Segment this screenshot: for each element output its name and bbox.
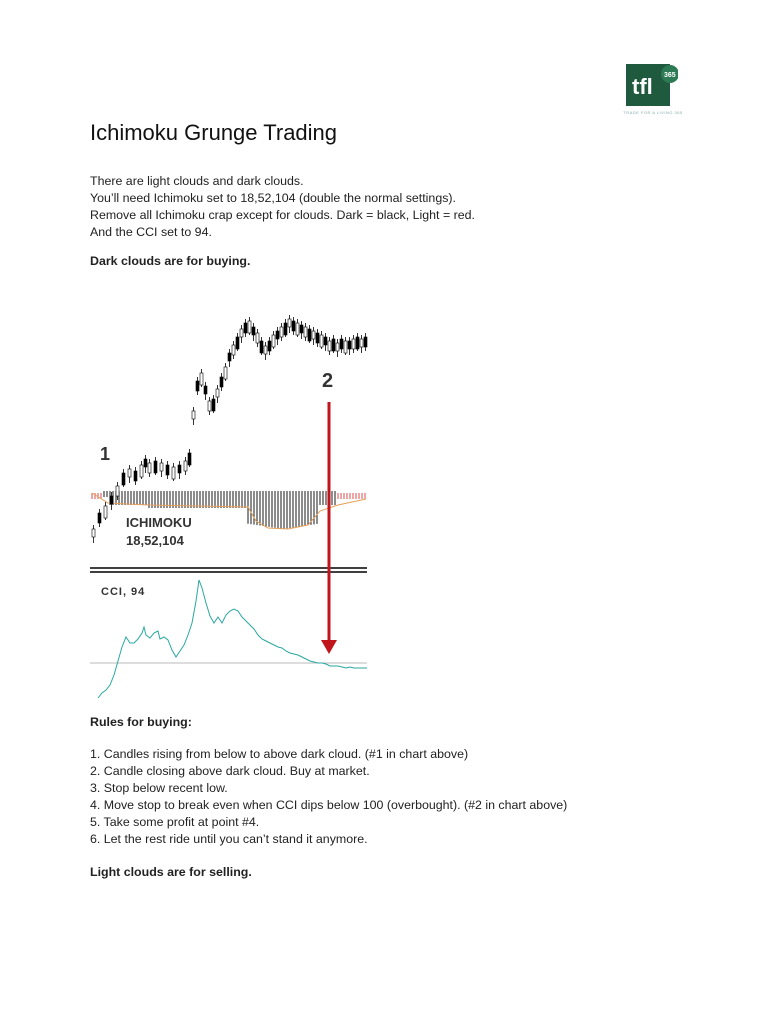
candle-body bbox=[228, 353, 231, 361]
candle-body bbox=[288, 319, 291, 327]
candle-body bbox=[308, 329, 311, 341]
candle-body bbox=[320, 335, 323, 347]
candle-body bbox=[140, 465, 143, 477]
candle-body bbox=[272, 335, 275, 347]
intro-line: You’ll need Ichimoku set to 18,52,104 (double the normal settings). bbox=[90, 191, 456, 205]
rule-item: 4. Move stop to break even when CCI dips below 100 (overbought). (#2 in chart above) bbox=[90, 798, 568, 812]
svg-text:365: 365 bbox=[664, 72, 676, 79]
candle-body bbox=[352, 339, 355, 349]
candle-body bbox=[316, 333, 319, 343]
candle-body bbox=[260, 341, 263, 353]
candle-body bbox=[276, 331, 279, 339]
candle-body bbox=[110, 496, 113, 504]
arrow-head bbox=[321, 640, 337, 654]
intro-line: Remove all Ichimoku crap except for clouds. Dark = black, Light = red. bbox=[90, 208, 475, 222]
candle-body bbox=[188, 453, 191, 465]
candle-body bbox=[364, 337, 367, 347]
candle-body bbox=[208, 401, 211, 411]
candle-body bbox=[160, 463, 163, 471]
candle-body bbox=[224, 367, 227, 379]
candle-body bbox=[348, 341, 351, 349]
candle-body bbox=[236, 337, 239, 349]
candle-body bbox=[220, 377, 223, 387]
candle-body bbox=[332, 339, 335, 351]
candle-body bbox=[264, 346, 267, 354]
candle-body bbox=[178, 465, 181, 473]
candle-body bbox=[324, 337, 327, 345]
candle-body bbox=[252, 327, 255, 335]
candle-body bbox=[248, 321, 251, 333]
rule-item: 2. Candle closing above dark cloud. Buy at market. bbox=[90, 764, 370, 778]
candle-body bbox=[212, 399, 215, 411]
candle-body bbox=[232, 345, 235, 355]
candle-body bbox=[296, 323, 299, 335]
rule-item: 1. Candles rising from below to above dark cloud. (#1 in chart above) bbox=[90, 747, 469, 761]
candle-body bbox=[360, 339, 363, 347]
candle-body bbox=[192, 411, 195, 419]
intro-line: And the CCI set to 94. bbox=[90, 225, 212, 239]
rule-item: 3. Stop below recent low. bbox=[90, 781, 228, 795]
dark-clouds-heading: Dark clouds are for buying. bbox=[90, 254, 251, 268]
candle-body bbox=[148, 463, 151, 473]
ichimoku-settings-label: ICHIMOKU bbox=[126, 515, 192, 530]
candle-body bbox=[240, 329, 243, 337]
candle-body bbox=[344, 341, 347, 353]
tfl-logo bbox=[626, 62, 678, 106]
candle-body bbox=[200, 373, 203, 385]
point-1-label: 1 bbox=[100, 444, 111, 464]
candle-body bbox=[204, 386, 207, 394]
candle-body bbox=[144, 459, 147, 467]
ichimoku-chart-figure bbox=[88, 305, 370, 705]
page-title: Ichimoku Grunge Trading bbox=[90, 120, 338, 145]
candle-body bbox=[134, 471, 137, 481]
candle-body bbox=[196, 381, 199, 391]
candle-body bbox=[336, 343, 339, 351]
candle-body bbox=[300, 325, 303, 333]
rule-item: 5. Take some profit at point #4. bbox=[90, 815, 260, 829]
ichimoku-settings-values: 18,52,104 bbox=[126, 533, 184, 548]
point-2-label: 2 bbox=[322, 370, 334, 392]
cci-label: CCI, 94 bbox=[101, 586, 146, 598]
candle-body bbox=[116, 486, 119, 496]
candle-body bbox=[284, 323, 287, 335]
candle-body bbox=[98, 513, 101, 523]
candle-body bbox=[280, 327, 283, 337]
candle-body bbox=[166, 465, 169, 475]
intro-line: There are light clouds and dark clouds. bbox=[90, 174, 304, 188]
candle-body bbox=[312, 331, 315, 339]
candle-body bbox=[172, 467, 175, 479]
candle-body bbox=[128, 469, 131, 477]
candle-body bbox=[328, 341, 331, 351]
candle-body bbox=[304, 327, 307, 337]
candle-body bbox=[92, 529, 95, 537]
rules-heading: Rules for buying: bbox=[90, 715, 192, 729]
candle-body bbox=[256, 333, 259, 343]
svg-text:tfl: tfl bbox=[632, 74, 653, 99]
candle-body bbox=[244, 323, 247, 333]
candle-body bbox=[292, 321, 295, 331]
candle-body bbox=[268, 341, 271, 351]
rules-list bbox=[90, 746, 567, 848]
candle-body bbox=[122, 473, 125, 485]
candle-body bbox=[184, 461, 187, 471]
intro-paragraph bbox=[90, 173, 475, 241]
logo-tagline: TRADE FOR A LIVING 365 bbox=[623, 110, 683, 115]
candle-body bbox=[340, 339, 343, 349]
candle-body bbox=[216, 389, 219, 397]
candle-body bbox=[154, 461, 157, 473]
candle-body bbox=[356, 337, 359, 349]
candle-body bbox=[104, 506, 107, 518]
light-clouds-heading: Light clouds are for selling. bbox=[90, 865, 252, 879]
rule-item: 6. Let the rest ride until you can’t stand it anymore. bbox=[90, 832, 368, 846]
